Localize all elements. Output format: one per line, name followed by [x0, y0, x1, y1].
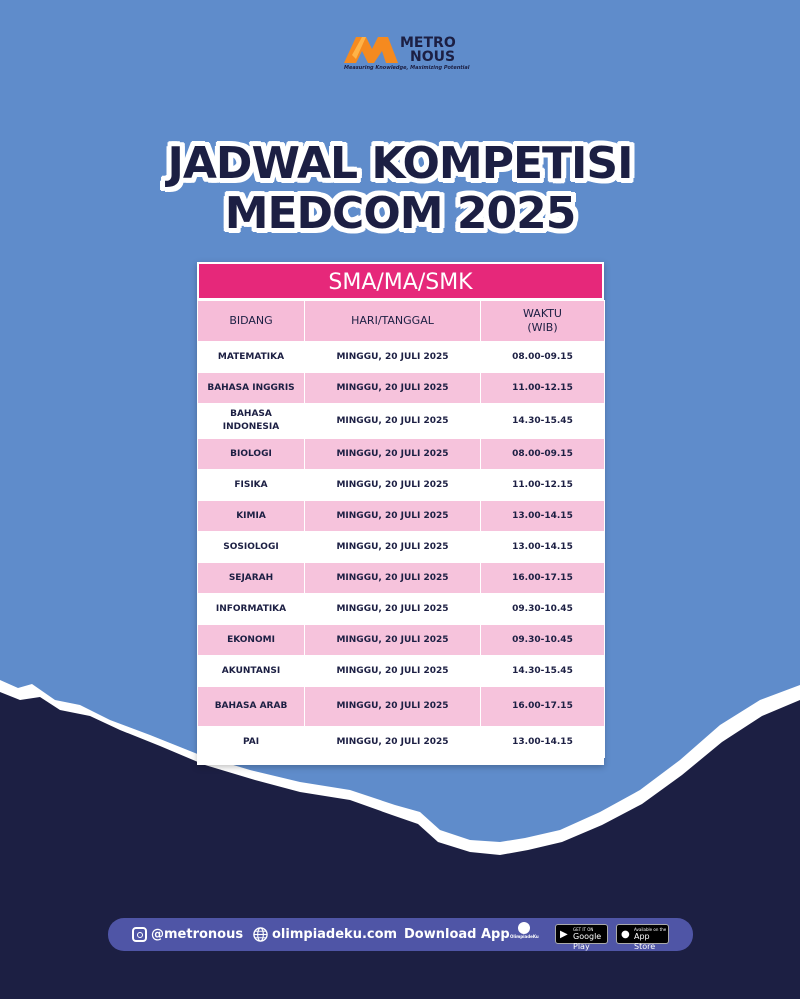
- cell-waktu: 09.30-10.45: [481, 594, 605, 625]
- cell-bidang: BAHASA ARAB: [198, 687, 305, 727]
- cell-waktu: 11.00-12.15: [481, 373, 605, 404]
- cell-bidang: BAHASA INDONESIA: [198, 404, 305, 439]
- cell-waktu: 13.00-14.15: [481, 501, 605, 532]
- metronous-logo: [342, 33, 470, 73]
- logo-word-nous: NOUS: [410, 49, 456, 65]
- instagram-icon: [132, 927, 147, 942]
- table-row: [198, 404, 605, 439]
- cell-tanggal: MINGGU, 20 JULI 2025: [305, 532, 481, 563]
- cell-bidang: AKUNTANSI: [198, 656, 305, 687]
- olimpiadeku-logo-text: OlimpiadeKu: [510, 934, 539, 939]
- cell-waktu: 14.30-15.45: [481, 404, 605, 439]
- table-row: [198, 373, 605, 404]
- apple-icon: ●: [621, 929, 630, 940]
- table-row: [198, 501, 605, 532]
- cell-bidang: SOSIOLOGI: [198, 532, 305, 563]
- cell-tanggal: MINGGU, 20 JULI 2025: [305, 625, 481, 656]
- globe-icon: [253, 927, 268, 942]
- col-header-waktu: [481, 301, 605, 342]
- google-play-icon: ▶: [560, 929, 568, 940]
- cell-bidang: INFORMATIKA: [198, 594, 305, 625]
- table-body: [198, 342, 605, 758]
- cell-tanggal: MINGGU, 20 JULI 2025: [305, 563, 481, 594]
- olimpiadeku-ball-icon: [518, 922, 530, 934]
- cell-waktu: 09.30-10.45: [481, 625, 605, 656]
- cell-waktu: 16.00-17.15: [481, 563, 605, 594]
- table-heading: SMA/MA/SMK: [197, 262, 604, 300]
- cell-bidang: SEJARAH: [198, 563, 305, 594]
- table-row: [198, 687, 605, 727]
- download-app-label: Download App: [404, 927, 510, 942]
- table-header-row: [198, 301, 605, 342]
- website-link[interactable]: olimpiadeku.com: [272, 927, 398, 942]
- col-header-waktu-line1: WAKTU: [523, 307, 562, 320]
- table-row: [198, 563, 605, 594]
- cell-tanggal: MINGGU, 20 JULI 2025: [305, 687, 481, 727]
- cell-tanggal: MINGGU, 20 JULI 2025: [305, 594, 481, 625]
- app-store-badge[interactable]: [616, 924, 669, 951]
- footer-bar: [108, 918, 693, 951]
- app-store-text: App Store: [634, 932, 656, 951]
- cell-tanggal: MINGGU, 20 JULI 2025: [305, 501, 481, 532]
- cell-bidang: BIOLOGI: [198, 439, 305, 470]
- table-row: [198, 656, 605, 687]
- cell-bidang: PAI: [198, 727, 305, 758]
- cell-bidang: KIMIA: [198, 501, 305, 532]
- logo-tagline: Measuring Knowledge, Maximizing Potential: [344, 65, 470, 71]
- table-row: [198, 532, 605, 563]
- schedule-table-card: [197, 262, 604, 765]
- table-row: [198, 470, 605, 501]
- col-header-bidang: BIDANG: [198, 301, 305, 342]
- cell-waktu: 11.00-12.15: [481, 470, 605, 501]
- google-play-text: Google Play: [573, 932, 602, 951]
- cell-bidang: MATEMATIKA: [198, 342, 305, 373]
- cell-bidang: BAHASA INGGRIS: [198, 373, 305, 404]
- table-row: [198, 342, 605, 373]
- olimpiadeku-logo: [510, 922, 538, 948]
- cell-tanggal: MINGGU, 20 JULI 2025: [305, 373, 481, 404]
- cell-waktu: 13.00-14.15: [481, 532, 605, 563]
- table-row: [198, 594, 605, 625]
- table-row: [198, 439, 605, 470]
- cell-tanggal: MINGGU, 20 JULI 2025: [305, 470, 481, 501]
- col-header-waktu-line2: (WIB): [527, 321, 558, 334]
- cell-waktu: 14.30-15.45: [481, 656, 605, 687]
- page-title-line1: JADWAL KOMPETISI: [167, 138, 633, 189]
- cell-tanggal: MINGGU, 20 JULI 2025: [305, 404, 481, 439]
- google-play-badge[interactable]: [555, 924, 608, 951]
- page-title-line2: MEDCOM 2025: [224, 188, 576, 239]
- table-row: [198, 625, 605, 656]
- cell-bidang: FISIKA: [198, 470, 305, 501]
- cell-tanggal: MINGGU, 20 JULI 2025: [305, 727, 481, 758]
- logo-word-metro: METRO: [400, 35, 456, 51]
- cell-waktu: 13.00-14.15: [481, 727, 605, 758]
- schedule-table: [197, 300, 605, 758]
- google-play-small-text: GET IT ON: [573, 927, 594, 932]
- col-header-tanggal: HARI/TANGGAL: [305, 301, 481, 342]
- cell-waktu: 16.00-17.15: [481, 687, 605, 727]
- cell-waktu: 08.00-09.15: [481, 439, 605, 470]
- app-store-small-text: Available on the: [634, 927, 667, 932]
- instagram-handle[interactable]: @metronous: [151, 927, 244, 942]
- cell-tanggal: MINGGU, 20 JULI 2025: [305, 656, 481, 687]
- metronous-m-icon: [342, 33, 398, 67]
- cell-waktu: 08.00-09.15: [481, 342, 605, 373]
- table-row: [198, 727, 605, 758]
- cell-tanggal: MINGGU, 20 JULI 2025: [305, 439, 481, 470]
- cell-tanggal: MINGGU, 20 JULI 2025: [305, 342, 481, 373]
- cell-bidang: EKONOMI: [198, 625, 305, 656]
